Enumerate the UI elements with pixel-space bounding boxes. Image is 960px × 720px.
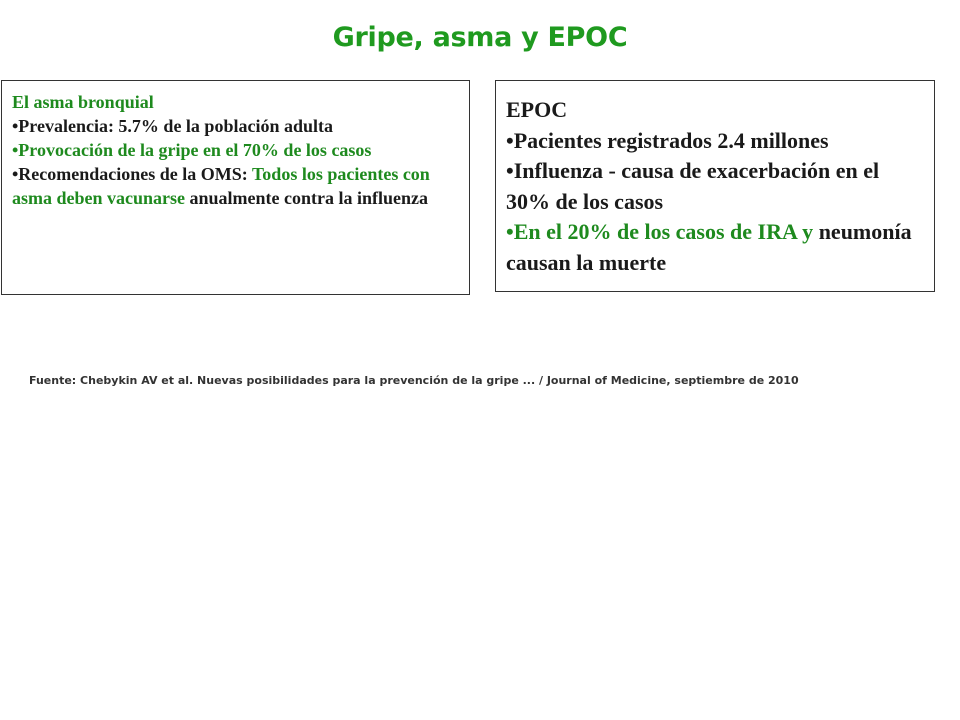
copd-patients: •Pacientes registrados 2.4 millones <box>506 127 829 153</box>
recommendation-label: •Recomendaciones de la OMS: <box>12 164 252 184</box>
copd-heading: EPOC <box>506 97 568 122</box>
asthma-box <box>1 80 470 295</box>
recommendation-text-end: anualmente contra la influenza <box>189 188 429 208</box>
asthma-prevalence: •Prevalencia: 5.7% de la población adulta <box>12 116 333 136</box>
asthma-heading: El asma bronquial <box>12 92 154 112</box>
source-citation: Fuente: Chebykin AV et al. Nuevas posibilidades para la prevención de la gripe ... / Journal of Medicine, septiembre de 2010 <box>29 374 799 387</box>
recommendation-text: Todos los pacientes con asma deben vacunarse <box>12 164 430 208</box>
asthma-provocation: •Provocación de la gripe en el 70% de los casos <box>12 140 372 160</box>
copd-mortality-end: neumonía causan la muerte <box>506 219 912 275</box>
copd-box <box>495 80 935 292</box>
copd-mortality-start: •En el 20% de los casos de IRA y <box>506 219 814 244</box>
slide-title: Gripe, asma y EPOC <box>332 22 628 53</box>
copd-mortality <box>506 217 928 278</box>
copd-influenza: •Influenza - causa de exacerbación en el 30% de los casos <box>506 158 880 214</box>
asthma-recommendation <box>12 162 463 210</box>
